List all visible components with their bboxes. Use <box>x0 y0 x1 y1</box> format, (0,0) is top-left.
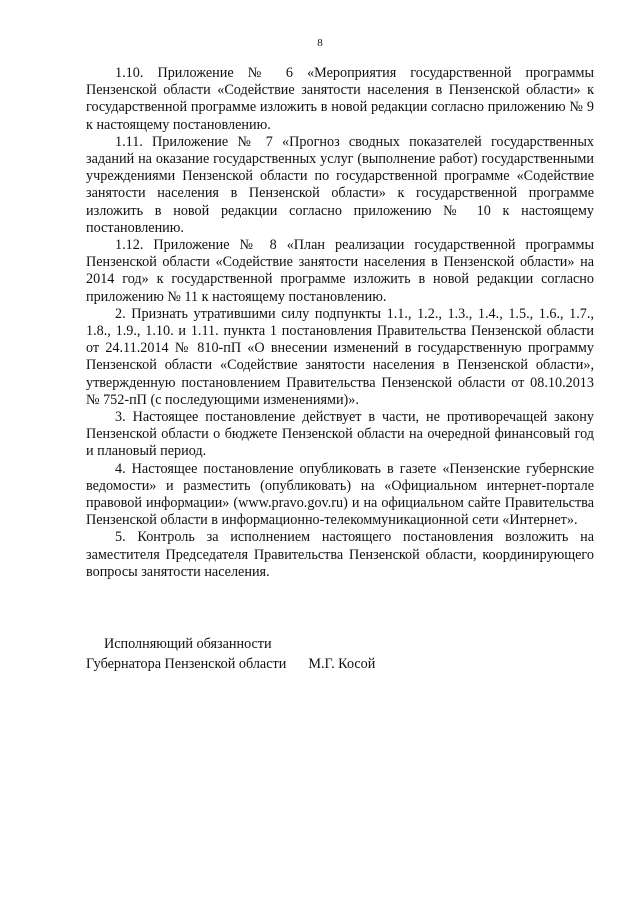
signature-block <box>86 634 594 674</box>
paragraph-1-10: 1.10. Приложение № 6 «Мероприятия государственной программы Пензенской области «Содействие занятости населения в Пензенской области» к государственной программе изложить в новой редакции согласно приложению № 9 к настоящему постановлению. <box>86 65 594 133</box>
signature-title-line: Исполняющий обязанности <box>104 636 272 652</box>
paragraph-4: 4. Настоящее постановление опубликовать в газете «Пензенские губернские ведомости» и разместить (опубликовать) на «Официальном интернет-портале правовой информации» (www.pravo.gov.ru) и на официальном сайте Правительства Пензенской области в информационно-телекоммуникационной сети «Интернет». <box>86 460 594 529</box>
paragraph-5: 5. Контроль за исполнением настоящего постановления возложить на заместителя Председателя Правительства Пензенской области, координирующего вопросы занятости населения. <box>86 529 594 580</box>
signature-position-line <box>86 654 594 674</box>
paragraph-2: 2. Признать утратившими силу подпункты 1.1., 1.2., 1.3., 1.4., 1.5., 1.6., 1.7., 1.8., 1.9., 1.10. и 1.11. пункта 1 постановления Правительства Пензенской области от 24.11.2014 № 810-пП «О внесении изменений в государственную программу Пензенской области «Содействие занятости населения в Пензенской области», утвержденную постановлением Правительства Пензенской области от 08.10.2013 № 752-пП (с последующими изменениями)». <box>86 305 594 408</box>
paragraph-3: 3. Настоящее постановление действует в части, не противоречащей закону Пензенской области о бюджете Пензенской области на очередной финансовый год и плановый период. <box>86 409 594 460</box>
signature-position: Губернатора Пензенской области <box>86 656 287 672</box>
paragraph-1-11: 1.11. Приложение № 7 «Прогноз сводных показателей государственных заданий на оказание государственных услуг (выполнение работ) государственными учреждениями Пензенской области по государственной программе «Содействие занятости населения в Пензенской области» к государственной программе изложить в новой редакции согласно приложению № 10 к настоящему постановлению. <box>86 133 594 236</box>
document-body <box>86 65 594 581</box>
page-number: 8 <box>317 37 323 49</box>
paragraph-1-12: 1.12. Приложение № 8 «План реализации государственной программы Пензенской области «Содействие занятости населения в Пензенской области» на 2014 год» к государственной программе изложить в новой редакции согласно приложению № 11 к настоящему постановлению. <box>86 237 594 305</box>
signatory-name: М.Г. Косой <box>308 656 376 672</box>
